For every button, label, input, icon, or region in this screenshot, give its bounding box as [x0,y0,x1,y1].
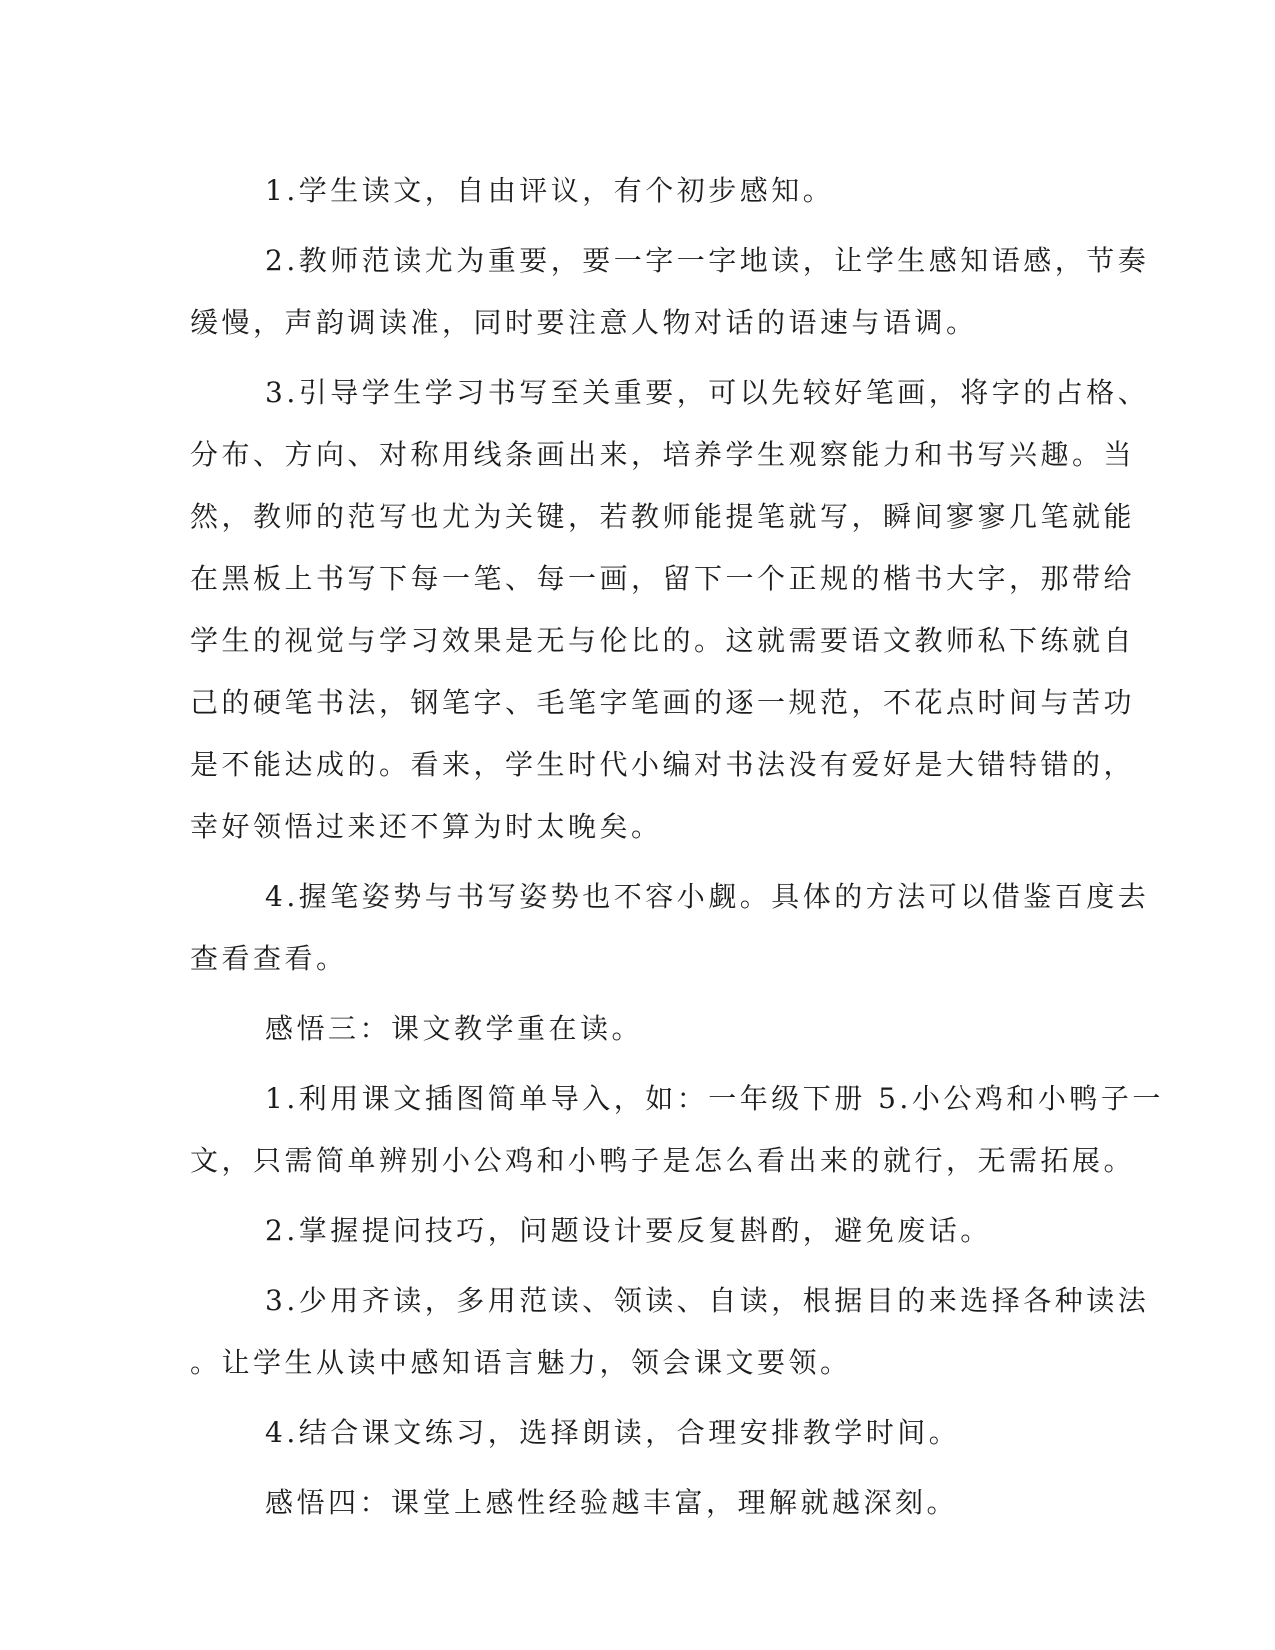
text-line: 是不能达成的。看来，学生时代小编对书法没有爱好是大错特错的， [190,748,1136,781]
paragraph-7 [190,1270,1150,1394]
text-line: 。让学生从读中感知语言魅力，领会课文要领。 [190,1346,852,1379]
paragraph-6 [190,1200,1070,1262]
text-line: 文，只需简单辨别小公鸡和小鸭子是怎么看出来的就行，无需拓展。 [190,1144,1136,1177]
text-line: 2.掌握提问技巧，问题设计要反复斟酌，避免废话。 [265,1214,992,1247]
text-line: 缓慢，声韵调读准，同时要注意人物对话的语速与语调。 [190,306,978,339]
paragraph-5 [190,1068,1164,1192]
paragraph-4 [190,866,1150,990]
document-body [190,160,1164,1534]
text-line: 感悟四：课堂上感性经验越丰富，理解就越深刻。 [265,1486,959,1519]
text-line: 2.教师范读尤为重要，要一字一字地读，让学生感知语感，节奏 [265,244,1150,277]
text-line: 3.引导学生学习书写至关重要，可以先较好笔画，将字的占格、 [265,376,1150,409]
section-heading-3 [190,998,1070,1060]
text-line: 幸好领悟过来还不算为时太晚矣。 [190,810,663,843]
text-line: 己的硬笔书法，钢笔字、毛笔字笔画的逐一规范，不花点时间与苦功 [190,686,1136,719]
text-line: 4.握笔姿势与书写姿势也不容小觑。具体的方法可以借鉴百度去 [265,880,1150,913]
text-line: 感悟三：课文教学重在读。 [265,1012,644,1045]
text-line: 4.结合课文练习，选择朗读，合理安排教学时间。 [265,1416,961,1449]
paragraph-1 [190,160,1070,222]
text-line: 1.利用课文插图简单导入，如：一年级下册 5.小公鸡和小鸭子一 [265,1082,1164,1115]
paragraph-8 [190,1402,1070,1464]
text-line: 分布、方向、对称用线条画出来，培养学生观察能力和书写兴趣。当 [190,438,1136,471]
text-line: 在黑板上书写下每一笔、每一画，留下一个正规的楷书大字，那带给 [190,562,1136,595]
text-line: 然，教师的范写也尤为关键，若教师能提笔就写，瞬间寥寥几笔就能 [190,500,1136,533]
section-heading-4 [190,1472,1070,1534]
text-line: 查看查看。 [190,942,348,975]
text-line: 学生的视觉与学习效果是无与伦比的。这就需要语文教师私下练就自 [190,624,1136,657]
paragraph-3 [190,362,1150,858]
paragraph-2 [190,230,1150,354]
text-line: 1.学生读文，自由评议，有个初步感知。 [265,174,835,207]
text-line: 3.少用齐读，多用范读、领读、自读，根据目的来选择各种读法 [265,1284,1150,1317]
